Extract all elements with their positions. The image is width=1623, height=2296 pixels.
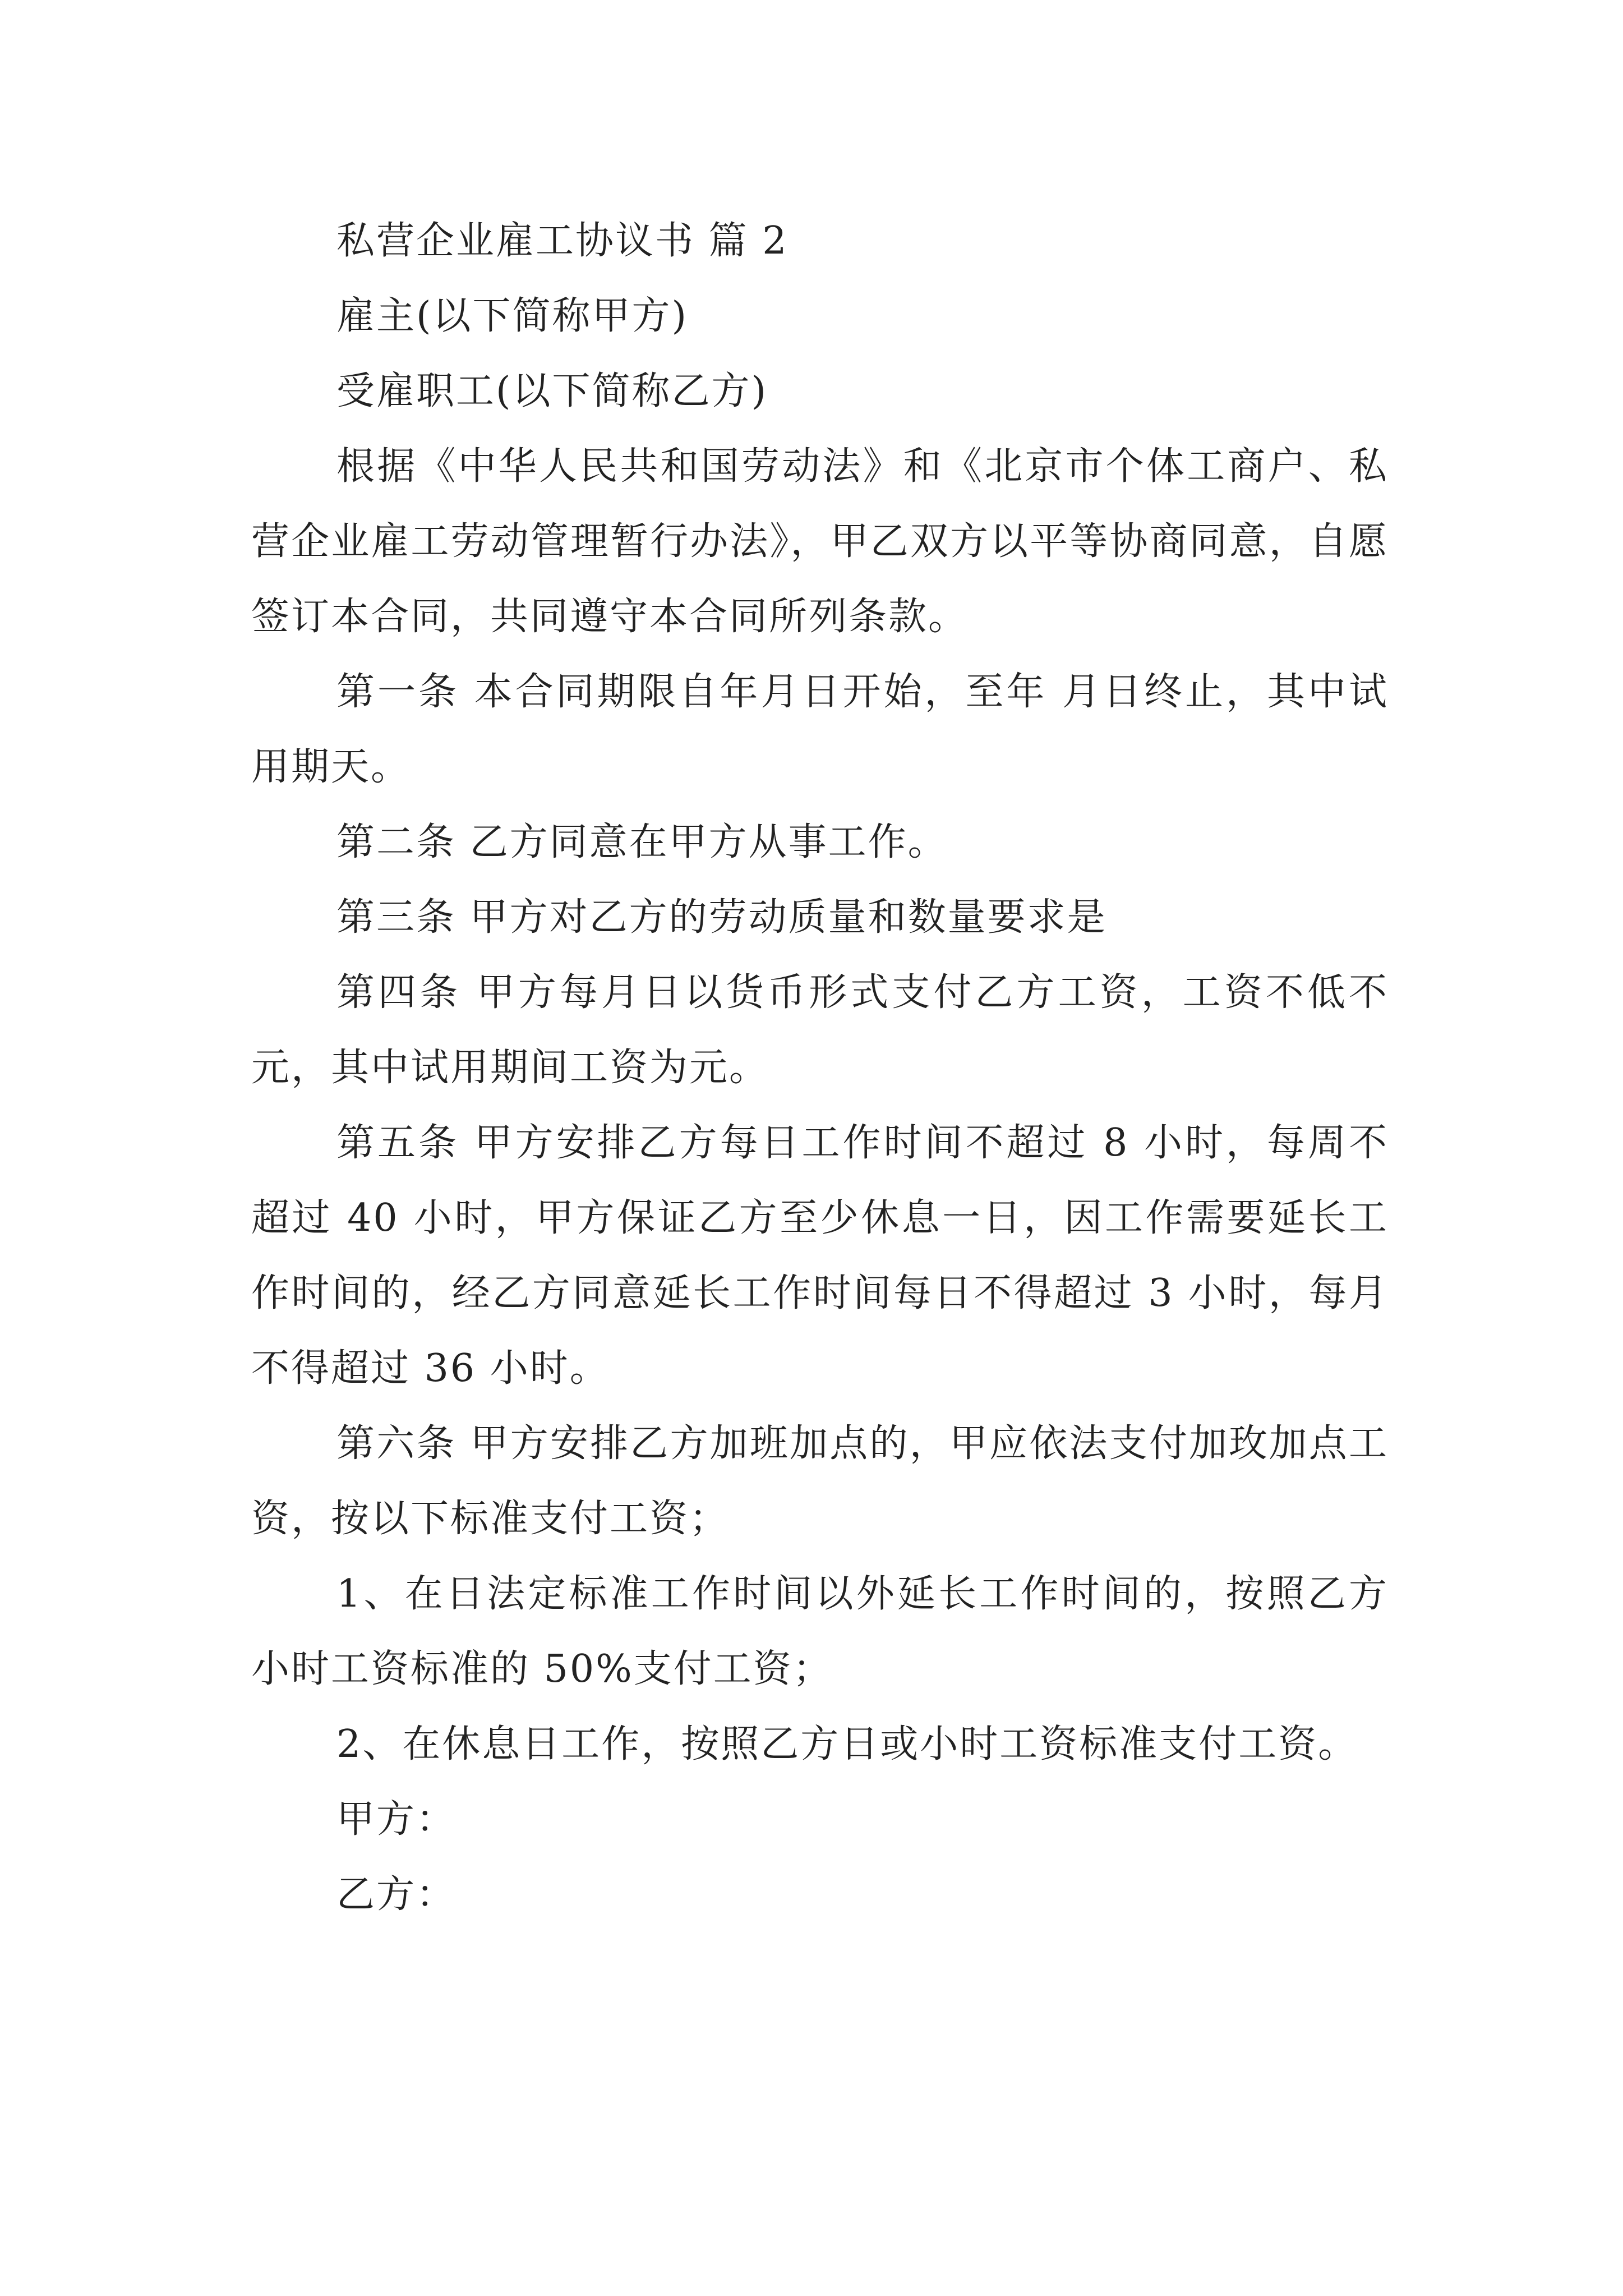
article-6-item-2: 2、在休息日工作，按照乙方日或小时工资标准支付工资。 xyxy=(336,1722,1358,1766)
party-a-signature-line: 甲方： xyxy=(336,1797,457,1842)
article-1: 第一条 本合同期限自年月日开始，至年 月日终止，其中试用期天。 xyxy=(251,670,1389,789)
article-6: 第六条 甲方安排乙方加班加点的，甲应依法支付加玫加点工资，按以下标准支付工资； xyxy=(251,1421,1389,1541)
article-2: 第二条 乙方同意在甲方从事工作。 xyxy=(336,820,948,864)
preamble-paragraph: 根据《中华人民共和国劳动法》和《北京市个体工商户、私营企业雇工劳动管理暂行办法》，甲乙双方以平等协商同意，自愿签订本合同，共同遵守本合同所列条款。 xyxy=(251,444,1389,639)
document-title: 私营企业雇工协议书 篇 2 xyxy=(336,219,789,263)
article-5: 第五条 甲方安排乙方每日工作时间不超过 8 小时，每周不超过 40 小时，甲方保证乙方至少休息一日，因工作需要延长工作时间的，经乙方同意延长工作时间每日不得超过 3 小时，每月不得超过 36 小时。 xyxy=(251,1121,1389,1391)
article-6-item-1: 1、在日法定标准工作时间以外延长工作时间的，按照乙方小时工资标准的 50%支付工资； xyxy=(251,1572,1389,1691)
employer-line: 雇主(以下简称甲方) xyxy=(336,294,689,338)
employee-line: 受雇职工(以下简称乙方) xyxy=(336,369,768,413)
article-4: 第四条 甲方每月日以货币形式支付乙方工资，工资不低不元，其中试用期间工资为元。 xyxy=(251,970,1389,1090)
party-b-signature-line: 乙方： xyxy=(336,1872,457,1917)
document-body xyxy=(251,204,1389,1932)
article-3: 第三条 甲方对乙方的劳动质量和数量要求是 xyxy=(336,895,1107,940)
